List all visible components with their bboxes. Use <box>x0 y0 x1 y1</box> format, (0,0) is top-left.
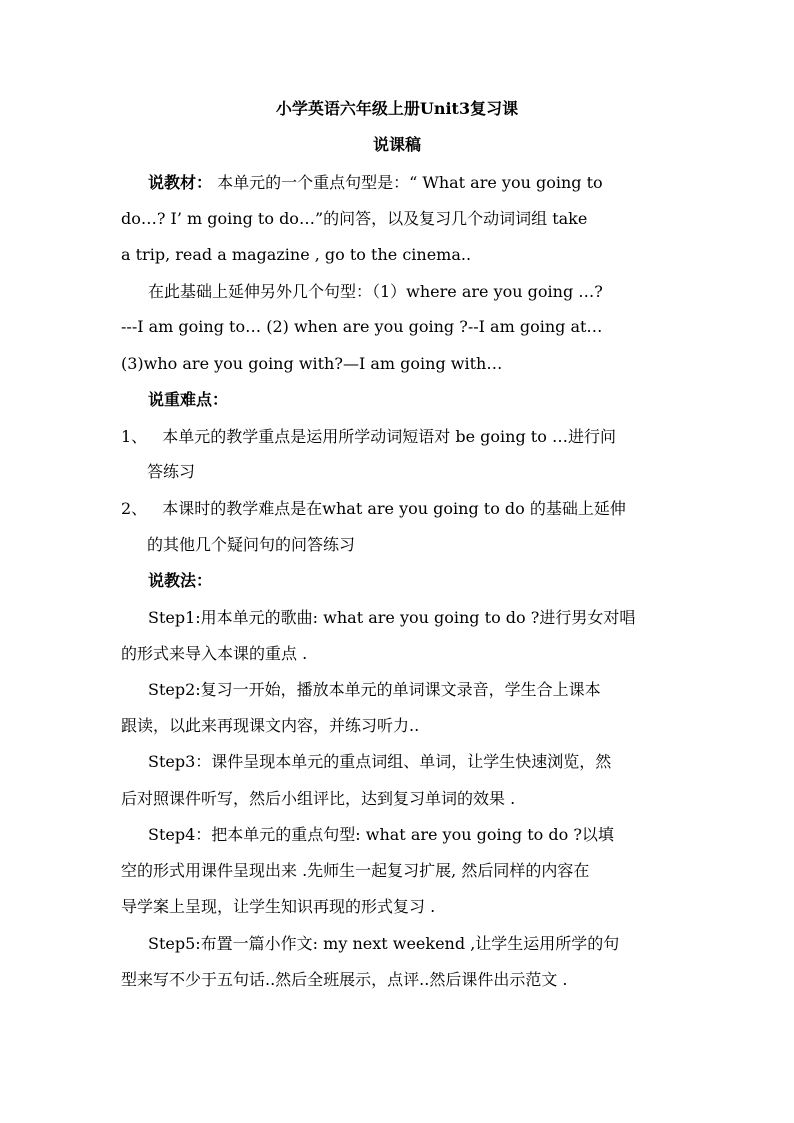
step-5-line: Step5:布置一篇小作文: my next weekend ,让学生运用所学的句 <box>148 934 620 953</box>
list-item-1 <box>121 424 681 450</box>
step-1-line: Step1:用本单元的歌曲: what are you going to do ?进行男女对唱 <box>148 608 636 627</box>
list-number: 1、 <box>121 427 148 446</box>
paragraph-line: a trip, read a magazine , go to the cinema.. <box>121 245 472 264</box>
step-1-line: 的形式来导入本课的重点 . <box>121 644 308 663</box>
list-item-2 <box>121 496 681 522</box>
list-text: 本单元的教学重点是运用所学动词短语对 be going to …进行问 <box>162 427 616 446</box>
section-heading-methods: 说教法： <box>148 571 213 590</box>
list-text-continued: 的其他几个疑问句的问答练习 <box>147 535 356 554</box>
paragraph-text: 本单元的一个重点句型是：“ What are you going to <box>217 173 603 192</box>
step-4-line: 导学案上呈现，让学生知识再现的形式复习 . <box>121 897 436 916</box>
step-4-line: 空的形式用课件呈现出来 .先师生一起复习扩展, 然后同样的内容在 <box>121 861 590 880</box>
list-text: 本课时的教学难点是在what are you going to do 的基础上延伸 <box>162 499 626 518</box>
paragraph-line: ---I am going to… (2) when are you going ?--I am going at… <box>121 317 603 336</box>
step-2-line: 跟读，以此来再现课文内容，并练习听力.. <box>121 716 420 735</box>
section-heading-materials: 说教材： <box>148 173 213 192</box>
paragraph-line: do…? I’ m going to do…”的问答，以及复习几个动词词组 take <box>121 209 588 228</box>
list-text-continued: 答练习 <box>147 462 196 481</box>
doc-subtitle: 说课稿 <box>372 135 421 154</box>
paragraph-line: 在此基础上延伸另外几个句型：（1）where are you going …? <box>148 282 603 301</box>
step-3-line: 后对照课件听写，然后小组评比，达到复习单词的效果 . <box>121 789 516 808</box>
step-4-line: Step4：把本单元的重点句型: what are you going to do ?以填 <box>148 825 614 844</box>
step-3-line: Step3：课件呈现本单元的重点词组、单词，让学生快速浏览，然 <box>148 752 612 771</box>
list-number: 2、 <box>121 499 148 518</box>
step-2-line: Step2:复习一开始，播放本单元的单词课文录音，学生合上课本 <box>148 680 601 699</box>
step-5-line: 型来写不少于五句话..然后全班展示，点评..然后课件出示范文 . <box>121 970 568 989</box>
paragraph-line: (3)who are you going with?—I am going with… <box>121 354 503 373</box>
section-heading-key-points: 说重难点： <box>148 390 229 409</box>
section-materials-line <box>148 170 708 196</box>
doc-title: 小学英语六年级上册Unit3复习课 <box>275 99 519 118</box>
